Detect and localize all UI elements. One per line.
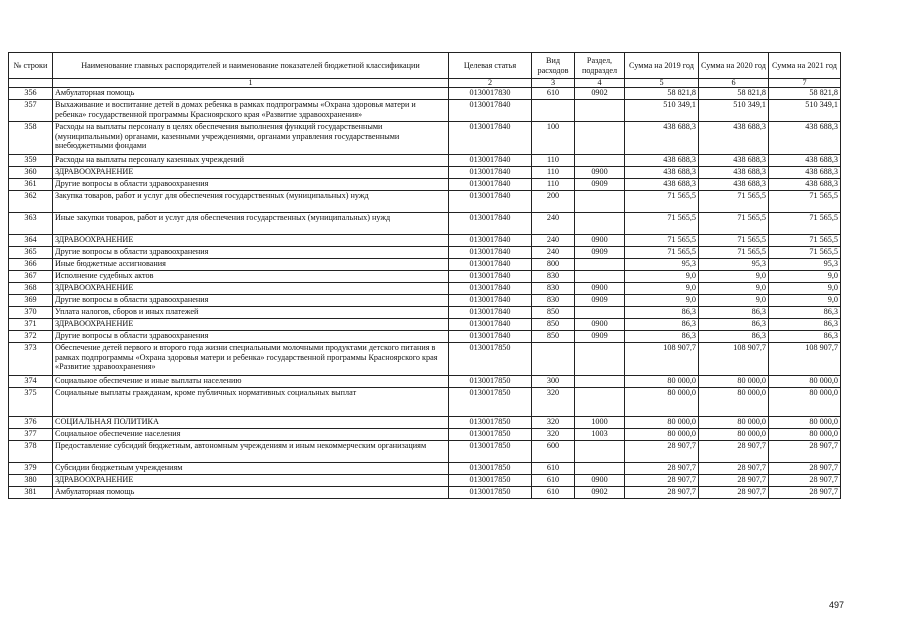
row-expense-type: 850 (532, 307, 575, 319)
row-target-article: 0130017840 (449, 319, 532, 331)
row-sum-2019: 438 688,3 (625, 155, 699, 167)
row-expense-type (532, 343, 575, 376)
row-section: 0900 (575, 283, 625, 295)
row-name: Социальные выплаты гражданам, кроме публичных нормативных социальных выплат (53, 388, 449, 417)
row-name: Социальное обеспечение и иные выплаты населению (53, 376, 449, 388)
row-section: 0909 (575, 247, 625, 259)
row-name: Другие вопросы в области здравоохранения (53, 179, 449, 191)
row-name: Выхаживание и воспитание детей в домах ребенка в рамках подпрограммы «Охрана здоровья матери и ребенка» государственной программы Красноярского края «Развитие здравоохранения» (53, 100, 449, 122)
row-sum-2019: 28 907,7 (625, 463, 699, 475)
row-name: Амбулаторная помощь (53, 487, 449, 499)
column-index: 1 (53, 79, 449, 88)
row-sum-2020: 9,0 (699, 283, 769, 295)
row-sum-2019: 510 349,1 (625, 100, 699, 122)
row-name: ЗДРАВООХРАНЕНИЕ (53, 319, 449, 331)
row-section: 0902 (575, 487, 625, 499)
column-index (9, 79, 53, 88)
row-expense-type: 200 (532, 191, 575, 213)
row-name: Закупка товаров, работ и услуг для обеспечения государственных (муниципальных) нужд (53, 191, 449, 213)
header-target: Целевая статья (449, 53, 532, 79)
table-row (9, 487, 841, 499)
table-row (9, 283, 841, 295)
column-index: 3 (532, 79, 575, 88)
header-sum-2021: Сумма на 2021 год (769, 53, 841, 79)
header-sum-2020: Сумма на 2020 год (699, 53, 769, 79)
row-expense-type: 300 (532, 376, 575, 388)
row-expense-type: 830 (532, 271, 575, 283)
row-sum-2020: 86,3 (699, 319, 769, 331)
row-sum-2021: 28 907,7 (769, 487, 841, 499)
row-sum-2020: 9,0 (699, 295, 769, 307)
row-expense-type: 320 (532, 429, 575, 441)
row-target-article: 0130017850 (449, 388, 532, 417)
row-sum-2020: 438 688,3 (699, 179, 769, 191)
table-row (9, 307, 841, 319)
row-sum-2019: 71 565,5 (625, 247, 699, 259)
row-sum-2019: 108 907,7 (625, 343, 699, 376)
row-section (575, 122, 625, 155)
row-sum-2019: 9,0 (625, 295, 699, 307)
row-sum-2021: 28 907,7 (769, 475, 841, 487)
row-section: 1000 (575, 417, 625, 429)
row-number: 358 (9, 122, 53, 155)
row-sum-2020: 58 821,8 (699, 88, 769, 100)
table-body (9, 88, 841, 499)
row-sum-2019: 71 565,5 (625, 235, 699, 247)
table-row (9, 88, 841, 100)
row-target-article: 0130017840 (449, 155, 532, 167)
row-expense-type: 830 (532, 295, 575, 307)
header-section: Раздел, подраздел (575, 53, 625, 79)
budget-table (8, 52, 841, 499)
row-expense-type: 850 (532, 331, 575, 343)
table-row (9, 271, 841, 283)
row-target-article: 0130017840 (449, 307, 532, 319)
row-number: 363 (9, 213, 53, 235)
row-sum-2020: 28 907,7 (699, 475, 769, 487)
table-row (9, 235, 841, 247)
row-number: 371 (9, 319, 53, 331)
row-number: 357 (9, 100, 53, 122)
table-row (9, 191, 841, 213)
row-target-article: 0130017850 (449, 417, 532, 429)
row-section (575, 191, 625, 213)
row-section: 0909 (575, 179, 625, 191)
row-target-article: 0130017840 (449, 191, 532, 213)
row-sum-2021: 28 907,7 (769, 441, 841, 463)
row-name: Иные бюджетные ассигнования (53, 259, 449, 271)
row-sum-2020: 71 565,5 (699, 191, 769, 213)
row-sum-2020: 95,3 (699, 259, 769, 271)
row-sum-2020: 80 000,0 (699, 417, 769, 429)
row-section: 0900 (575, 319, 625, 331)
row-sum-2021: 71 565,5 (769, 191, 841, 213)
row-sum-2019: 71 565,5 (625, 191, 699, 213)
row-target-article: 0130017840 (449, 331, 532, 343)
row-sum-2020: 28 907,7 (699, 463, 769, 475)
table-row (9, 122, 841, 155)
table-row (9, 388, 841, 417)
row-expense-type: 240 (532, 247, 575, 259)
row-sum-2021: 108 907,7 (769, 343, 841, 376)
table-row (9, 167, 841, 179)
row-number: 361 (9, 179, 53, 191)
table-row (9, 259, 841, 271)
row-section (575, 155, 625, 167)
row-number: 379 (9, 463, 53, 475)
row-sum-2019: 438 688,3 (625, 179, 699, 191)
row-name: Субсидии бюджетным учреждениям (53, 463, 449, 475)
row-target-article: 0130017850 (449, 429, 532, 441)
row-sum-2021: 28 907,7 (769, 463, 841, 475)
row-sum-2019: 438 688,3 (625, 122, 699, 155)
row-name: Исполнение судебных актов (53, 271, 449, 283)
table-row (9, 376, 841, 388)
row-expense-type: 320 (532, 388, 575, 417)
row-sum-2019: 438 688,3 (625, 167, 699, 179)
row-sum-2019: 80 000,0 (625, 388, 699, 417)
row-sum-2021: 80 000,0 (769, 417, 841, 429)
row-number: 378 (9, 441, 53, 463)
row-target-article: 0130017840 (449, 167, 532, 179)
row-sum-2021: 80 000,0 (769, 388, 841, 417)
row-sum-2020: 80 000,0 (699, 376, 769, 388)
header-num: № строки (9, 53, 53, 79)
row-number: 367 (9, 271, 53, 283)
row-name: Другие вопросы в области здравоохранения (53, 247, 449, 259)
row-name: Социальное обеспечение населения (53, 429, 449, 441)
row-section: 0909 (575, 331, 625, 343)
row-section: 1003 (575, 429, 625, 441)
row-expense-type: 800 (532, 259, 575, 271)
row-target-article: 0130017840 (449, 295, 532, 307)
row-expense-type: 110 (532, 179, 575, 191)
row-target-article: 0130017840 (449, 247, 532, 259)
row-sum-2020: 86,3 (699, 331, 769, 343)
row-section (575, 376, 625, 388)
table-row (9, 295, 841, 307)
row-sum-2021: 438 688,3 (769, 167, 841, 179)
row-sum-2021: 86,3 (769, 331, 841, 343)
row-number: 373 (9, 343, 53, 376)
row-expense-type: 110 (532, 155, 575, 167)
row-number: 380 (9, 475, 53, 487)
row-sum-2019: 86,3 (625, 331, 699, 343)
row-section: 0909 (575, 295, 625, 307)
row-expense-type: 240 (532, 213, 575, 235)
row-number: 359 (9, 155, 53, 167)
row-expense-type: 610 (532, 463, 575, 475)
row-target-article: 0130017840 (449, 179, 532, 191)
row-name: СОЦИАЛЬНАЯ ПОЛИТИКА (53, 417, 449, 429)
header-name: Наименование главных распорядителей и наименование показателей бюджетной классификации (53, 53, 449, 79)
row-name: Иные закупки товаров, работ и услуг для обеспечения государственных (муниципальных) нужд (53, 213, 449, 235)
row-name: Расходы на выплаты персоналу казенных учреждений (53, 155, 449, 167)
row-sum-2021: 9,0 (769, 271, 841, 283)
row-target-article: 0130017840 (449, 271, 532, 283)
column-index: 7 (769, 79, 841, 88)
row-sum-2021: 438 688,3 (769, 122, 841, 155)
table-row (9, 179, 841, 191)
table-row (9, 475, 841, 487)
row-sum-2019: 28 907,7 (625, 441, 699, 463)
row-target-article: 0130017840 (449, 235, 532, 247)
row-sum-2021: 438 688,3 (769, 155, 841, 167)
table-row (9, 441, 841, 463)
row-section: 0900 (575, 167, 625, 179)
row-sum-2020: 71 565,5 (699, 235, 769, 247)
table-row (9, 417, 841, 429)
row-expense-type: 240 (532, 235, 575, 247)
row-expense-type: 610 (532, 487, 575, 499)
row-sum-2019: 58 821,8 (625, 88, 699, 100)
row-sum-2020: 80 000,0 (699, 429, 769, 441)
row-target-article: 0130017850 (449, 463, 532, 475)
row-section: 0900 (575, 475, 625, 487)
table-row (9, 463, 841, 475)
row-sum-2020: 71 565,5 (699, 247, 769, 259)
row-name: ЗДРАВООХРАНЕНИЕ (53, 283, 449, 295)
row-name: Другие вопросы в области здравоохранения (53, 295, 449, 307)
row-expense-type: 610 (532, 88, 575, 100)
row-number: 381 (9, 487, 53, 499)
row-target-article: 0130017850 (449, 441, 532, 463)
row-sum-2021: 71 565,5 (769, 213, 841, 235)
row-expense-type: 110 (532, 167, 575, 179)
row-sum-2019: 80 000,0 (625, 417, 699, 429)
header-type: Вид расходов (532, 53, 575, 79)
row-sum-2020: 9,0 (699, 271, 769, 283)
row-target-article: 0130017830 (449, 88, 532, 100)
row-sum-2021: 86,3 (769, 307, 841, 319)
row-sum-2019: 71 565,5 (625, 213, 699, 235)
row-name: ЗДРАВООХРАНЕНИЕ (53, 167, 449, 179)
row-target-article: 0130017850 (449, 475, 532, 487)
row-number: 369 (9, 295, 53, 307)
row-sum-2021: 438 688,3 (769, 179, 841, 191)
row-name: Другие вопросы в области здравоохранения (53, 331, 449, 343)
row-sum-2019: 86,3 (625, 319, 699, 331)
row-sum-2021: 58 821,8 (769, 88, 841, 100)
row-target-article: 0130017840 (449, 100, 532, 122)
row-sum-2019: 9,0 (625, 271, 699, 283)
row-name: ЗДРАВООХРАНЕНИЕ (53, 475, 449, 487)
row-section (575, 271, 625, 283)
row-sum-2020: 28 907,7 (699, 487, 769, 499)
row-target-article: 0130017850 (449, 487, 532, 499)
row-section (575, 463, 625, 475)
row-number: 368 (9, 283, 53, 295)
row-sum-2020: 438 688,3 (699, 155, 769, 167)
column-index: 5 (625, 79, 699, 88)
row-sum-2020: 108 907,7 (699, 343, 769, 376)
column-index: 6 (699, 79, 769, 88)
row-number: 370 (9, 307, 53, 319)
row-number: 376 (9, 417, 53, 429)
row-target-article: 0130017840 (449, 122, 532, 155)
row-section (575, 259, 625, 271)
row-expense-type: 850 (532, 319, 575, 331)
row-number: 366 (9, 259, 53, 271)
row-name: ЗДРАВООХРАНЕНИЕ (53, 235, 449, 247)
row-sum-2021: 80 000,0 (769, 376, 841, 388)
row-sum-2019: 9,0 (625, 283, 699, 295)
row-number: 374 (9, 376, 53, 388)
table-row (9, 213, 841, 235)
row-name: Уплата налогов, сборов и иных платежей (53, 307, 449, 319)
row-sum-2020: 438 688,3 (699, 122, 769, 155)
row-name: Амбулаторная помощь (53, 88, 449, 100)
row-section (575, 307, 625, 319)
row-section (575, 388, 625, 417)
table-row (9, 331, 841, 343)
header-sum-2019: Сумма на 2019 год (625, 53, 699, 79)
row-target-article: 0130017840 (449, 213, 532, 235)
column-index: 4 (575, 79, 625, 88)
row-target-article: 0130017840 (449, 259, 532, 271)
row-sum-2019: 86,3 (625, 307, 699, 319)
row-sum-2021: 86,3 (769, 319, 841, 331)
row-number: 372 (9, 331, 53, 343)
row-sum-2021: 9,0 (769, 295, 841, 307)
row-expense-type: 600 (532, 441, 575, 463)
row-sum-2021: 71 565,5 (769, 235, 841, 247)
row-expense-type: 830 (532, 283, 575, 295)
row-sum-2019: 28 907,7 (625, 475, 699, 487)
row-target-article: 0130017850 (449, 376, 532, 388)
row-expense-type: 610 (532, 475, 575, 487)
table-row (9, 247, 841, 259)
row-name: Обеспечение детей первого и второго года жизни специальными молочными продуктами детского питания в рамках подпрограммы «Охрана здоровья матери и ребенка» государственной программы Красноярского края «Развитие здравоохранения» (53, 343, 449, 376)
table-row (9, 429, 841, 441)
row-sum-2021: 71 565,5 (769, 247, 841, 259)
row-sum-2021: 9,0 (769, 283, 841, 295)
row-target-article: 0130017850 (449, 343, 532, 376)
row-sum-2020: 71 565,5 (699, 213, 769, 235)
row-name: Расходы на выплаты персоналу в целях обеспечения выполнения функций государственными (муниципальными) органами, казенными учреждениями, органами управления государственными внебюджетными фондами (53, 122, 449, 155)
table-row (9, 319, 841, 331)
header-row (9, 53, 841, 79)
row-section (575, 213, 625, 235)
row-sum-2021: 95,3 (769, 259, 841, 271)
row-sum-2019: 95,3 (625, 259, 699, 271)
row-sum-2019: 80 000,0 (625, 376, 699, 388)
column-index: 2 (449, 79, 532, 88)
row-number: 356 (9, 88, 53, 100)
row-number: 364 (9, 235, 53, 247)
row-number: 362 (9, 191, 53, 213)
table-row (9, 343, 841, 376)
row-expense-type (532, 100, 575, 122)
row-sum-2020: 80 000,0 (699, 388, 769, 417)
row-sum-2021: 510 349,1 (769, 100, 841, 122)
table-row (9, 155, 841, 167)
row-sum-2020: 28 907,7 (699, 441, 769, 463)
row-number: 365 (9, 247, 53, 259)
row-section (575, 100, 625, 122)
row-sum-2021: 80 000,0 (769, 429, 841, 441)
row-sum-2020: 86,3 (699, 307, 769, 319)
row-section (575, 441, 625, 463)
row-name: Предоставление субсидий бюджетным, автономным учреждениям и иным некоммерческим организациям (53, 441, 449, 463)
column-index-row (9, 79, 841, 88)
row-expense-type: 320 (532, 417, 575, 429)
row-section: 0900 (575, 235, 625, 247)
row-target-article: 0130017840 (449, 283, 532, 295)
row-expense-type: 100 (532, 122, 575, 155)
row-section: 0902 (575, 88, 625, 100)
row-number: 377 (9, 429, 53, 441)
row-sum-2020: 510 349,1 (699, 100, 769, 122)
row-sum-2020: 438 688,3 (699, 167, 769, 179)
row-sum-2019: 28 907,7 (625, 487, 699, 499)
page-number: 497 (829, 600, 845, 610)
row-number: 375 (9, 388, 53, 417)
row-number: 360 (9, 167, 53, 179)
table-row (9, 100, 841, 122)
row-sum-2019: 80 000,0 (625, 429, 699, 441)
row-section (575, 343, 625, 376)
